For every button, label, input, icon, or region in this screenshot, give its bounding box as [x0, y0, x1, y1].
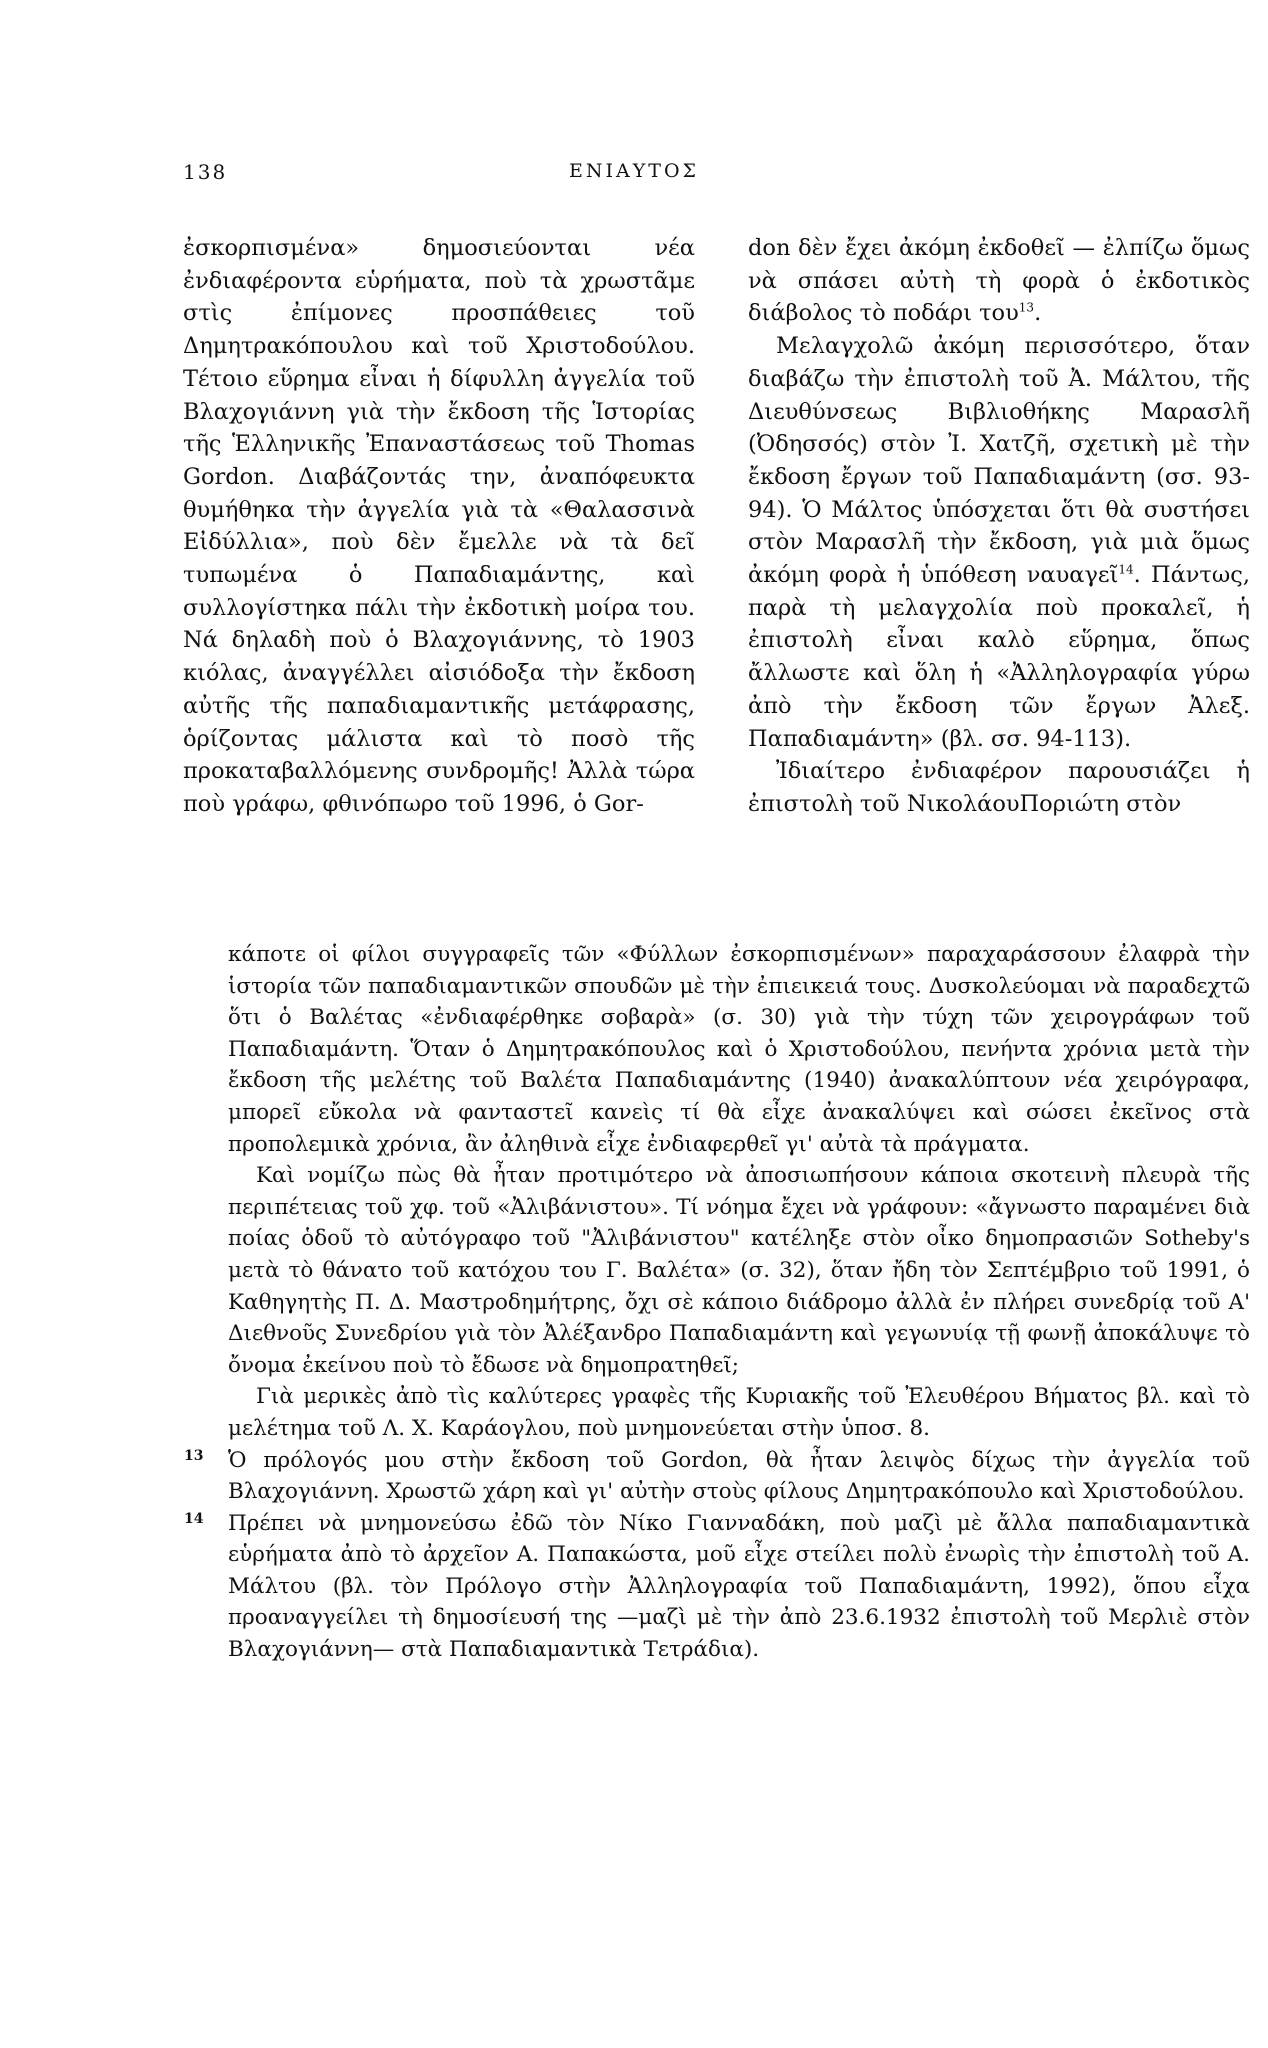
footnote-continuation-3: Γιὰ μερικὲς ἀπὸ τὶς καλύτερες γραφὲς τῆς Κυριακῆς τοῦ Ἐλευθέρου Βήματος βλ. καὶ τὸ μελέτημα τοῦ Λ. Χ. Καράογλου, ποὺ μνημονεύεται στὴν ὑποσ. 8.: [228, 1384, 1250, 1441]
footnote-13-text: Ὁ πρόλογός μου στὴν ἔκδοση τοῦ Gordon, θὰ ἦταν λειψὸς δίχως τὴν ἀγγελία τοῦ Βλαχογιάννη. Χρωστῶ χάρη καὶ γι' αὐτὴν στοὺς φίλους Δημητρακόπουλο καὶ Χριστοδούλου.: [228, 1447, 1250, 1505]
running-head: ΕΝΙΑΥΤΟΣ: [569, 160, 699, 182]
left-column: [183, 232, 695, 821]
footnote-14-mark: 14: [184, 1510, 204, 1527]
page-header: [0, 160, 1268, 200]
right-paragraph-2-rest: . Πάντως, παρὰ τὴ μελαγχολία ποὺ προκαλεῖ, ἡ ἐπιστολὴ εἶναι καλὸ εὕρημα, ὅπως ἄλλωστε καὶ ὅλη ἡ «Ἀλληλογραφία γύρω ἀπὸ τὴν ἔκδοση τῶν ἔργων Ἀλεξ. Παπαδιαμάντη» (βλ. σσ. 94-113).: [748, 562, 1250, 752]
footnote-13: [184, 1445, 1250, 1508]
right-paragraph-2: [748, 330, 1250, 755]
right-paragraph-1-text: don δὲν ἔχει ἀκόμη ἐκδοθεῖ — ἐλπίζω ὅμως νὰ σπάσει αὐτὴ τὴ φορὰ ὁ ἐκδοτικὸς διάβολος τὸ ποδάρι του: [748, 235, 1250, 327]
right-paragraph-1-end: .: [1034, 300, 1042, 327]
page-number: 138: [183, 160, 228, 184]
right-paragraph-3: Ἰδιαίτερο ἐνδιαφέρον παρουσιάζει ἡ ἐπιστολὴ τοῦ ΝικολάουΠοριώτη στὸν: [748, 758, 1250, 817]
footnotes: [184, 939, 1250, 1666]
right-column: [748, 232, 1250, 821]
footnote-ref-14: 14: [1118, 562, 1134, 577]
footnote-continuation-1: κάποτε οἱ φίλοι συγγραφεῖς τῶν «Φύλλων ἐσκορπισμένων» παραχαράσσουν ἐλαφρὰ τὴν ἱστορία τῶν παπαδιαμαντικῶν σπουδῶν μὲ τὴν ἐπιεικειά τους. Δυσκολεύομαι νὰ παραδεχτῶ ὅτι ὁ Βαλέτας «ἐνδιαφέρθηκε σοβαρὰ» (σ. 30) γιὰ τὴν τύχη τῶν χειρογράφων τοῦ Παπαδιαμάντη. Ὅταν ὁ Δημητρακόπουλος καὶ ὁ Χριστοδούλου, πενήντα χρόνια μετὰ τὴν ἔκδοση τῆς μελέτης τοῦ Βαλέτα Παπαδιαμάντης (1940) ἀνακαλύπτουν νέα χειρόγραφα, μπορεῖ εὔκολα νὰ φανταστεῖ κανεὶς τί θὰ εἶχε ἀνακαλύψει καὶ σώσει ἐκεῖνος στὰ προπολεμικὰ χρόνια, ἂν ἀληθινὰ εἶχε ἐνδιαφερθεῖ γι' αὐτὰ τὰ πράγματα.: [228, 942, 1250, 1157]
footnote-14: [184, 1508, 1250, 1666]
footnote-13-mark: 13: [184, 1447, 204, 1464]
left-paragraph: ἐσκορπισμένα» δημοσιεύονται νέα ἐνδιαφέροντα εὑρήματα, ποὺ τὰ χρωστᾶμε στὶς ἐπίμονες προσπάθειες τοῦ Δημητρακόπουλου καὶ τοῦ Χριστοδούλου. Τέτοιο εὕρημα εἶναι ἡ δίφυλλη ἀγγελία τοῦ Βλαχογιάννη γιὰ τὴν ἔκδοση τῆς Ἱστορίας τῆς Ἑλληνικῆς Ἐπαναστάσεως τοῦ Thomas Gordon. Διαβάζοντάς την, ἀναπόφευκτα θυμήθηκα τὴν ἀγγελία γιὰ τὰ «Θαλασσινὰ Εἰδύλλια», ποὺ δὲν ἔμελλε νὰ τὰ δεῖ τυπωμένα ὁ Παπαδιαμάντης, καὶ συλλογίστηκα πάλι τὴν ἐκδοτικὴ μοίρα του. Νά δηλαδὴ ποὺ ὁ Βλαχογιάννης, τὸ 1903 κιόλας, ἀναγγέλλει αἰσιόδοξα τὴν ἔκδοση αὐτῆς τῆς παπαδιαμαντικῆς μετάφρασης, ὁρίζοντας μάλιστα καὶ τὸ ποσὸ τῆς προκαταβαλλόμενης συνδρομῆς! Ἀλλὰ τώρα ποὺ γράφω, φθινόπωρο τοῦ 1996, ὁ Gor-: [183, 235, 695, 817]
footnote-ref-13: 13: [1018, 300, 1035, 315]
footnote-continuation-2: Καὶ νομίζω πὼς θὰ ἦταν προτιμότερο νὰ ἀποσιωπήσουν κάποια σκοτεινὴ πλευρὰ τῆς περιπέτειας τοῦ χφ. τοῦ «Ἀλιβάνιστου». Τί νόημα ἔχει νὰ γράφουν: «ἄγνωστο παραμένει διὰ ποίας ὁδοῦ τὸ αὐτόγραφο τοῦ "Ἀλιβάνιστου" κατέληξε στὸν οἶκο δημοπρασιῶν Sotheby's μετὰ τὸ θάνατο τοῦ κατόχου του Γ. Βαλέτα» (σ. 32), ὅταν ἤδη τὸν Σεπτέμβριο τοῦ 1991, ὁ Καθηγητὴς Π. Δ. Μαστροδημήτρης, ὄχι σὲ κάποιο διάδρομο ἀλλὰ ἐν πλήρει συνεδρίᾳ τοῦ Α' Διεθνοῦς Συνεδρίου γιὰ τὸν Ἀλέξανδρο Παπαδιαμάντη καὶ γεγωνυίᾳ τῇ φωνῇ ἀποκάλυψε τὸ ὄνομα ἐκείνου ποὺ τὸ ἔδωσε νὰ δημοπρατηθεῖ;: [228, 1163, 1250, 1378]
footnote-14-text: Πρέπει νὰ μνημονεύσω ἐδῶ τὸν Νίκο Γιανναδάκη, ποὺ μαζὶ μὲ ἄλλα παπαδιαμαντικὰ εὑρήματα ἀπὸ τὸ ἀρχεῖον Α. Παπακώστα, μοῦ εἶχε στείλει πολὺ ἐνωρὶς τὴν ἐπιστολὴ τοῦ Α. Μάλτου (βλ. τὸν Πρόλογο στὴν Ἀλληλογραφία τοῦ Παπαδιαμάντη, 1992), ὅπου εἶχα προαναγγείλει τὴ δημοσίευσή της —μαζὶ μὲ τὴν ἀπὸ 23.6.1932 ἐπιστολὴ τοῦ Μερλιὲ στὸν Βλαχογιάννη— στὰ Παπαδιαμαντικὰ Τετράδια).: [228, 1510, 1250, 1663]
right-paragraph-1: [748, 232, 1250, 330]
right-paragraph-2-text: Μελαγχολῶ ἀκόμη περισσότερο, ὅταν διαβάζω τὴν ἐπιστολὴ τοῦ Ἀ. Μάλτου, τῆς Διευθύνσεως Βιβλιοθήκης Μαρασλῆ (Ὀδησσός) στὸν Ἰ. Χατζῆ, σχετικὴ μὲ τὴν ἔκδοση ἔργων τοῦ Παπαδιαμάντη (σσ. 93-94). Ὁ Μάλτος ὑπόσχεται ὅτι θὰ συστήσει στὸν Μαρασλῆ τὴν ἔκδοση, γιὰ μιὰ ὅμως ἀκόμη φορὰ ἡ ὑπόθεση ναυαγεῖ: [748, 333, 1250, 589]
